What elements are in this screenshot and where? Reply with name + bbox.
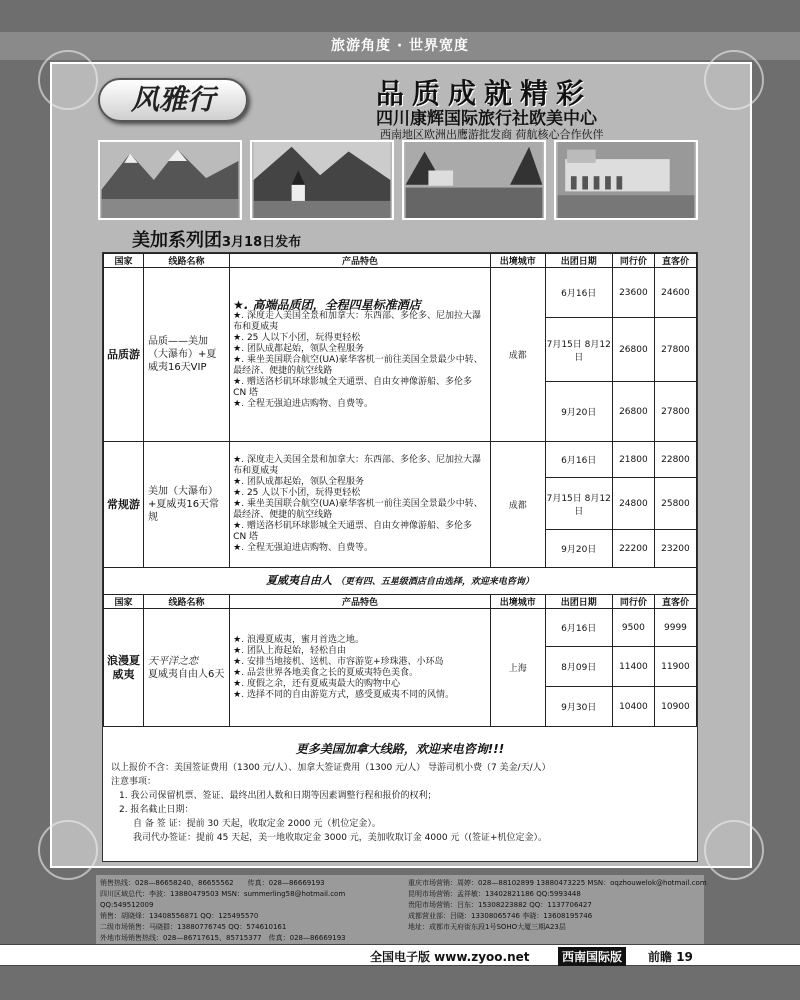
contacts-right [408, 878, 708, 933]
table-header-row [104, 254, 697, 268]
contact-line: 地址：成都市天府街东段1号SOHO大厦三期A23层 [408, 923, 566, 931]
peer-price: 26800 [612, 382, 654, 442]
col-header: 出境城市 [490, 254, 545, 268]
slogan: 品质成就精彩 [376, 77, 593, 110]
col-header: 产品特色 [230, 254, 491, 268]
peer-price: 24800 [612, 478, 654, 530]
col-header: 出团日期 [545, 254, 612, 268]
top-banner: 旅游角度 · 世界宽度 [0, 32, 800, 60]
feature-line: ★. 全程无强迫进店购物、自费等。 [233, 543, 373, 553]
route-name [143, 609, 229, 727]
category-cell: 品质游 [104, 268, 144, 442]
contact-line: 重庆市场营销：周婷：028—88102899 13880473225 MSN：oqzhouwelok@hotmail.com [408, 879, 707, 887]
departure-date: 6月16日 [545, 442, 612, 478]
retail-price: 23200 [654, 530, 696, 568]
contacts-left [100, 878, 400, 944]
feature-line: ★. 乘坐美国联合航空(UA)豪华客机一前往美国全景最少中转、最经济、便捷的航空线路 [233, 354, 483, 376]
col-header: 出境城市 [490, 595, 545, 609]
note-line: 2. 报名截止日期： [119, 805, 194, 815]
note-line: 1. 我公司保留机票、签证、最终出团人数和日期等因素调整行程和报价的权利； [119, 791, 437, 801]
features-cell [230, 609, 491, 727]
partner-line: 西南地区欧洲出鹰游批发商 荷航核心合作伙伴 [380, 128, 604, 141]
ornament-corner [704, 820, 764, 880]
feature-line: ★. 浪漫夏威夷，蜜月首选之地。 [233, 634, 364, 645]
col-header: 线路名称 [143, 254, 229, 268]
col-header: 产品特色 [230, 595, 491, 609]
contact-footer [96, 875, 707, 945]
feature-line: ★. 品尝世界各地美食之长的夏威夷特色美食。 [233, 667, 418, 678]
departure-city: 上海 [490, 609, 545, 727]
feature-line: ★. 安排当地接机、送机、市容游览+珍珠港、小环岛 [233, 656, 444, 667]
retail-price: 27800 [654, 382, 696, 442]
photo-lake-lodge [402, 140, 546, 220]
ornament-corner [38, 50, 98, 110]
departure-city: 成都 [490, 268, 545, 442]
tour-table [103, 253, 697, 568]
feature-line: ★. 团队成都起始，领队全程服务 [233, 343, 364, 354]
table-row [104, 268, 697, 318]
retail-price: 24600 [654, 268, 696, 318]
edition-label: 西南国际版 [558, 947, 626, 966]
route-subtitle: 天平洋之恋 [147, 655, 198, 667]
feature-line: ★. 团队上海起始，轻松自由 [233, 645, 346, 656]
departure-date: 8月09日 [545, 647, 612, 687]
table-row [104, 442, 697, 478]
departure-date: 6月16日 [545, 268, 612, 318]
feature-line: ★. 25 人以下小团，玩得更轻松 [233, 332, 361, 343]
free-section-title: 夏威夷自由人 （更有四、五星级酒店自由选择，欢迎来电咨询） [103, 568, 697, 594]
brand-logo: 风雅行 [98, 78, 248, 122]
notes-block [111, 761, 691, 845]
contact-line: 贵阳市场营销：吕东：15308223882 QQ：1137706427 [408, 901, 592, 909]
feature-line: ★. 高端品质团，全程四星标准酒店 [233, 297, 421, 312]
departure-date: 6月16日 [545, 609, 612, 647]
col-header: 直客价 [654, 254, 696, 268]
retail-price: 25800 [654, 478, 696, 530]
contact-line: 二级市场销售：马晓群：13880776745 QQ：574610161 [100, 923, 287, 931]
agency-name: 四川康辉国际旅行社欧美中心 [376, 109, 597, 129]
feature-line: ★. 乘坐美国联合航空(UA)豪华客机一前往美国全景最少中转、最经济、便捷的航空线路 [233, 499, 483, 520]
feature-line: ★. 深度走入美国全景和加拿大：东西部、多伦多、尼加拉大瀑布和夏威夷 [233, 310, 481, 332]
note-line: 自 备 签 证：提前 30 天起，收取定金 2000 元（机位定金）。 [133, 819, 381, 829]
contact-line: 四川区域总代：李波：13880479503 MSN：summerling58@hotmail.com QQ:549512009 [100, 890, 346, 909]
site-url[interactable]: 全国电子版 www.zyoo.net [370, 950, 530, 964]
departure-date: 7月15日 8月12日 [545, 478, 612, 530]
retail-price: 11900 [654, 647, 696, 687]
feature-line: ★. 选择不同的自由游览方式，感受夏威夷不同的风情。 [233, 689, 454, 700]
table-header-row [104, 595, 697, 609]
feature-line: ★. 全程无强迫进店购物、自费等。 [233, 398, 373, 409]
feature-line: ★. 25 人以下小团，玩得更轻松 [233, 488, 361, 498]
note-line: 以上报价不含：美国签证费用（1300 元/人）、加拿大签证费用（1300 元/人） 导游司机小费（7 美金/天/人） [111, 763, 551, 773]
feature-line: ★. 深度走入美国全景和加拿大：东西部、多伦多、尼加拉大瀑布和夏威夷 [233, 455, 481, 476]
feature-line: ★. 赠送洛杉矶环球影城全天通票、自由女神像游船、多伦多 CN 塔 [233, 521, 472, 542]
departure-date: 9月20日 [545, 530, 612, 568]
note-line: 注意事项： [111, 777, 157, 787]
col-header: 同行价 [612, 254, 654, 268]
table-row [104, 609, 697, 647]
col-header: 直客价 [654, 595, 696, 609]
more-routes-callout: 更多美国加拿大线路，欢迎来电咨询!!! [295, 742, 505, 756]
retail-price: 9999 [654, 609, 696, 647]
photo-strip [98, 140, 702, 220]
col-header: 线路名称 [143, 595, 229, 609]
contact-line: 昆明市场营销：孟祥敏：13402821186 QQ:5993448 [408, 890, 581, 898]
features-cell [230, 268, 491, 442]
contact-line: 外地市场销售热线：028—86717615、85715377 传真：028—86669193 [100, 934, 346, 942]
category-cell: 常规游 [104, 442, 144, 568]
ornament-corner [38, 820, 98, 880]
route-title: 夏威夷自由人6天 [147, 668, 225, 680]
section-title: 美加系列团3月18日发布 [132, 230, 302, 251]
feature-line: ★. 赠送洛杉矶环球影城全天通票、自由女神像游船、多伦多 CN 塔 [233, 376, 472, 398]
peer-price: 10400 [612, 687, 654, 727]
peer-price: 26800 [612, 318, 654, 382]
retail-price: 10900 [654, 687, 696, 727]
route-name: 品质——美加（大瀑布）+夏威夷16天VIP [143, 268, 229, 442]
ornament-corner [704, 50, 764, 110]
col-header: 国家 [104, 595, 144, 609]
col-header: 出团日期 [545, 595, 612, 609]
features-cell [230, 442, 491, 568]
peer-price: 11400 [612, 647, 654, 687]
photo-alpine-village [250, 140, 394, 220]
price-sheet [102, 252, 698, 862]
departure-date: 7月15日 8月12日 [545, 318, 612, 382]
contact-line: 成都营业部：吕晓：13308065746 李晓：13608195746 [408, 912, 593, 920]
peer-price: 22200 [612, 530, 654, 568]
departure-date: 9月20日 [545, 382, 612, 442]
hawaii-table [103, 594, 697, 727]
page-marker: 前瞻 19 [648, 950, 693, 964]
departure-city: 成都 [490, 442, 545, 568]
note-line: 我司代办签证：提前 45 天起，美一地收取定金 3000 元，美加收取订金 4000 元（(签证+机位定金）。 [133, 833, 547, 843]
peer-price: 23600 [612, 268, 654, 318]
photo-mountain-lake [98, 140, 242, 220]
contact-line: 销售：胡晓烽：13408556871 QQ：125495570 [100, 912, 259, 920]
feature-line: ★. 度假之余，还有夏威夷最大的购物中心 [233, 678, 400, 689]
contact-line: 销售热线：028—86658240、86655562 传真：028—86669193 [100, 879, 325, 887]
photo-hotel-waterfront [554, 140, 698, 220]
col-header: 同行价 [612, 595, 654, 609]
peer-price: 9500 [612, 609, 654, 647]
peer-price: 21800 [612, 442, 654, 478]
category-cell: 浪漫夏威夷 [104, 609, 144, 727]
retail-price: 27800 [654, 318, 696, 382]
route-name: 美加（大瀑布）+夏威夷16天常规 [143, 442, 229, 568]
bottom-bar [0, 944, 800, 966]
feature-line: ★. 团队成都起始，领队全程服务 [233, 477, 364, 487]
retail-price: 22800 [654, 442, 696, 478]
departure-date: 9月30日 [545, 687, 612, 727]
col-header: 国家 [104, 254, 144, 268]
